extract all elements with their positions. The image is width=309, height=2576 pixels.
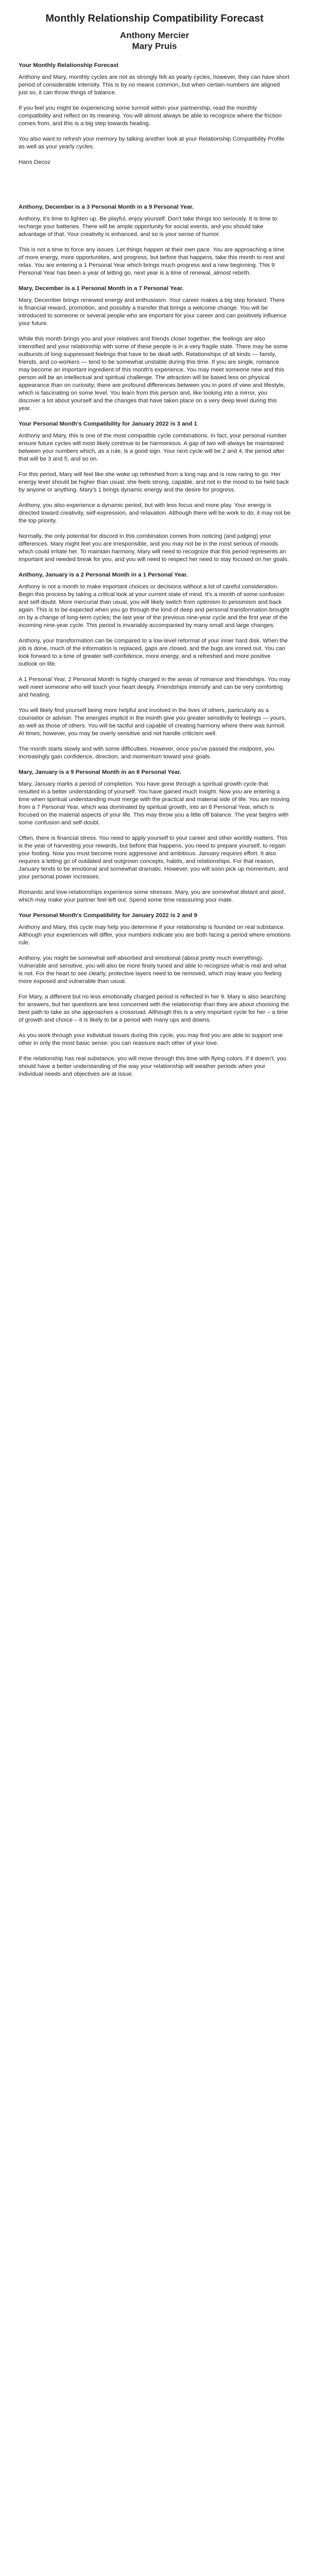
section-paragraph: While this month brings you and your relatives and friends closer together, the feelings are also intensified and your relationship with some of these people is in a very fragile state. There may be some outbursts of long suppressed feelings that have to be dealt with. Relationships of all kinds — family, friends, and co-workers — tend to be somewhat unstable during this time. If you are single, romance may become an important ingredient of this month's experience. You may meet someone new and this person will be an intellectual and spiritual challenge. The attraction will be based less on physical appearance than on curiosity; there are profound differences between you in point of view and lifestyle, which is fascinating on some level. You learn from this person and, like looking into a mirror, you discover a lot about yourself and the changes that have taken place on a very deep level during this year.	[19, 336, 288, 412]
section-compatibility-2-and-9	[19, 912, 290, 1078]
intro-paragraph: Anthony and Mary, monthly cycles are not as strongly felt as yearly cycles, however, they can have short period of considerable intensity. This is by no means common, but when certain numbers are aligned just so, it can throw things of balance.	[19, 74, 289, 96]
section-paragraph: Anthony, you might be somewhat self-absorbed and emotional (about pretty much everything). Vulnerable and sensitive, you will also be more finely tuned and able to recognize what is real and what is not. For the heart to see clearly, protective layers need to be removed, which may leave you feeling more exposed and vulnerable than usual.	[19, 955, 287, 985]
section-compatibility-3-and-1	[19, 420, 290, 564]
section-paragraph: A 1 Personal Year, 2 Personal Month is highly charged in the areas of romance and friendships. You may well meet someone who will touch your heart deeply. Friendships intensify and can be very comforting and healing.	[19, 676, 290, 698]
section-paragraph: Anthony and Mary, this cycle may help you determine if your relationship is founded on real substance. Although your experiences will differ, your numbers indicate you are both facing a period where emotions rule.	[19, 924, 290, 946]
section-paragraph: Anthony, you also experience a dynamic period, but with less focus and more play. Your energy is directed toward creativity, self-expression, and relaxation. Although there will be work to do, it may not be the top priority.	[19, 502, 290, 524]
intro-paragraph: You also want to refresh your memory by talking another look at your Relationship Compatibility Profile as well as your yearly cycles.	[19, 136, 285, 150]
section-spacer	[19, 166, 290, 204]
section-paragraph: Often, there is financial stress. You need to apply yourself to your career and other worldly matters. This is the year of harvesting your rewards, but before that happens, you need to prepare yourself, to regain your footing. Now you must become more aggressive and ambitious. January requires effort. It also requires a letting go of outdated and outgrown concepts, habits, and relationships. For that reason, January tends to be emotional and somewhat dramatic. However, you will soon pick up momentum, and your personal power increases.	[19, 835, 288, 880]
section-paragraph: For Mary, a different but no less emotionally charged period is reflected in her 9. Mary is also searching for answers, but her questions are less concerned with the relationship than they are about choosing the best path to take as she approaches a crossroad. Although this is a very important cycle for her – a time of growth and choice – it is likely to be a period with many ups and downs.	[19, 994, 289, 1023]
section-heading: Your Personal Month's Compatibility for January 2022 is 3 and 1	[19, 421, 197, 427]
section-paragraph: This is not a time to force any issues. Let things happen at their own pace. You are approaching a time of more energy, more opportunities, and progress, but before that happens, take this month to rest and relax. You are entering a 1 Personal Year which brings much progress and a new beginning. This 9 Personal Year has been a year of letting go, next year is a time of renewal, almost rebirth.	[19, 247, 285, 276]
document-title: Monthly Relationship Compatibility Forecast	[45, 13, 264, 24]
intro-section	[19, 62, 290, 166]
section-paragraph: Anthony, it's time to lighten up. Be playful, enjoy yourself. Don't take things too seriously. It is time to recharge your batteries. There will be ample opportunity for social events, and you should take advantage of that. Your creativity is enhanced, and so is your sense of humor.	[19, 216, 278, 238]
section-mary-january	[19, 769, 290, 904]
section-heading: Mary, January is a 9 Personal Month in an 8 Personal Year.	[19, 769, 182, 775]
section-paragraph: As you work through your individual issues during this cycle, you may find you are able to support one other in only the most basic sense: you can reassure each other of your love.	[19, 1032, 283, 1046]
section-paragraph: Mary, January marks a period of completion. You have gone through a spiritual growth cycle that resulted in a better understanding of yourself. You have gained much insight. Now you are entering a time when spiritual understanding must merge with the practical and material side of life. You are moving from a 7 Personal Year, which was dominated by spiritual growth, into an 8 Personal Year, which is focused on the material aspects of your life. This may throw you a little off balance. The year begins with some confusion and self-doubt.	[19, 781, 290, 826]
section-heading: Anthony, December is a 3 Personal Month in a 9 Personal Year.	[19, 204, 194, 210]
section-mary-december	[19, 285, 290, 413]
person-name-anthony: Anthony Mercier	[119, 30, 190, 40]
section-paragraph: Mary, December brings renewed energy and enthusiasm. Your career makes a big step forward. There is financial reward, promotion, and possibly a transfer that brings a welcome change. You will be introduced to someone or several people who are important for your career and can positively influence your future.	[19, 297, 287, 327]
author-signature: Hans Decoz	[19, 159, 51, 165]
section-paragraph: You will likely find yourself being more helpful and involved in the lives of others, particularly as a counselor or adviser. The energies implicit in the month give you greater sensitivity to feelings — yours, as well as those of others. You will be tactful and capable of creating harmony where there was turmoil. At times, however, you may be overly sensitive and not handle criticism well.	[19, 707, 286, 737]
section-anthony-december	[19, 204, 290, 277]
section-paragraph: Anthony and Mary, this is one of the most compatible cycle combinations. In fact, your personal number ensure future cycles will most likely continue to be harmonious. A gap of two will always be maintained between your numbers which, as a rule, is a good sign. Your next cycle will be 2 and 4, the period after that will be 3 and 5, and so on.	[19, 433, 287, 462]
section-paragraph: Romantic and love-relationships experience some stresses. Mary, you are somewhat distant and aloof, which may make your partner feel left out. Spend some time reassuring your mate.	[19, 889, 285, 903]
intro-paragraph: If you feel you might be experiencing some turmoil within your partnership, read the monthly compatibility and reflect on its meaning. You will almost always be able to recognize where the friction comes from, and this is a big step towards healing.	[19, 105, 282, 127]
section-heading: Your Personal Month's Compatibility for January 2022 is 2 and 9	[19, 912, 197, 919]
section-paragraph: For this period, Mary will feel like she woke up refreshed from a long nap and is now raring to go. Her energy level should be higher than usual; she feels strong, capable, and not in the mood to be held back by anyone or anything. Mary's 1 brings dynamic energy and the desire for progress.	[19, 471, 289, 493]
section-anthony-january	[19, 571, 290, 761]
section-paragraph: Normally, the only potential for discord in this combination comes from noticing (and judging) your differences. Mary might feel you are irresponsible, and you may not be in the most serious of moods which could irritate her. To maintain harmony, Mary will need to recognize that this period represents an important and needed break for you, and you will need to respect her need to stay focused on her goals.	[19, 533, 289, 563]
section-heading: Mary, December is a 1 Personal Month in a 7 Personal Year.	[19, 285, 184, 292]
section-heading: Anthony, January is a 2 Personal Month in a 1 Personal Year.	[19, 572, 188, 578]
person-names	[19, 30, 290, 52]
section-paragraph: Anthony, your transformation can be compared to a low-level reformat of your inner hard disk. When the job is done, much of the information is replaced, gaps are closed, and the bugs are ironed out. You can look forward to a time of greater self-confidence, more energy, and a refreshed and more positive outlook on life.	[19, 638, 288, 667]
intro-heading: Your Monthly Relationship Forecast	[19, 62, 119, 69]
forecast-document	[0, 0, 309, 1107]
person-name-mary: Mary Pruis	[132, 41, 177, 51]
section-paragraph: If the relationship has real substance, you will move through this time with flying colors. If it doesn't, you should have a better understanding of the way your relationship will weather periods when your individual needs and objectives are at issue.	[19, 1056, 287, 1077]
section-paragraph: Anthony is not a month to make important choices or decisions without a lot of careful consideration. Begin this process by taking a critical look at your current state of mind. It's a month of some confusion and self-doubt. More mercurial than usual, you will likely switch from optimism to pessimism and back again. This is to be expected when you go through the kind of deep and personal transformation brought on by a change of long-term cycles; the last year of the previous nine-year cycle and the first year of the incoming nine-year cycle. This period is invariably accompanied by many small and large changes.	[19, 584, 289, 629]
section-paragraph: The month starts slowly and with some difficulties. However, once you've passed the midpoint, you increasingly gain confidence, direction, and momentum toward your goals.	[19, 746, 274, 760]
